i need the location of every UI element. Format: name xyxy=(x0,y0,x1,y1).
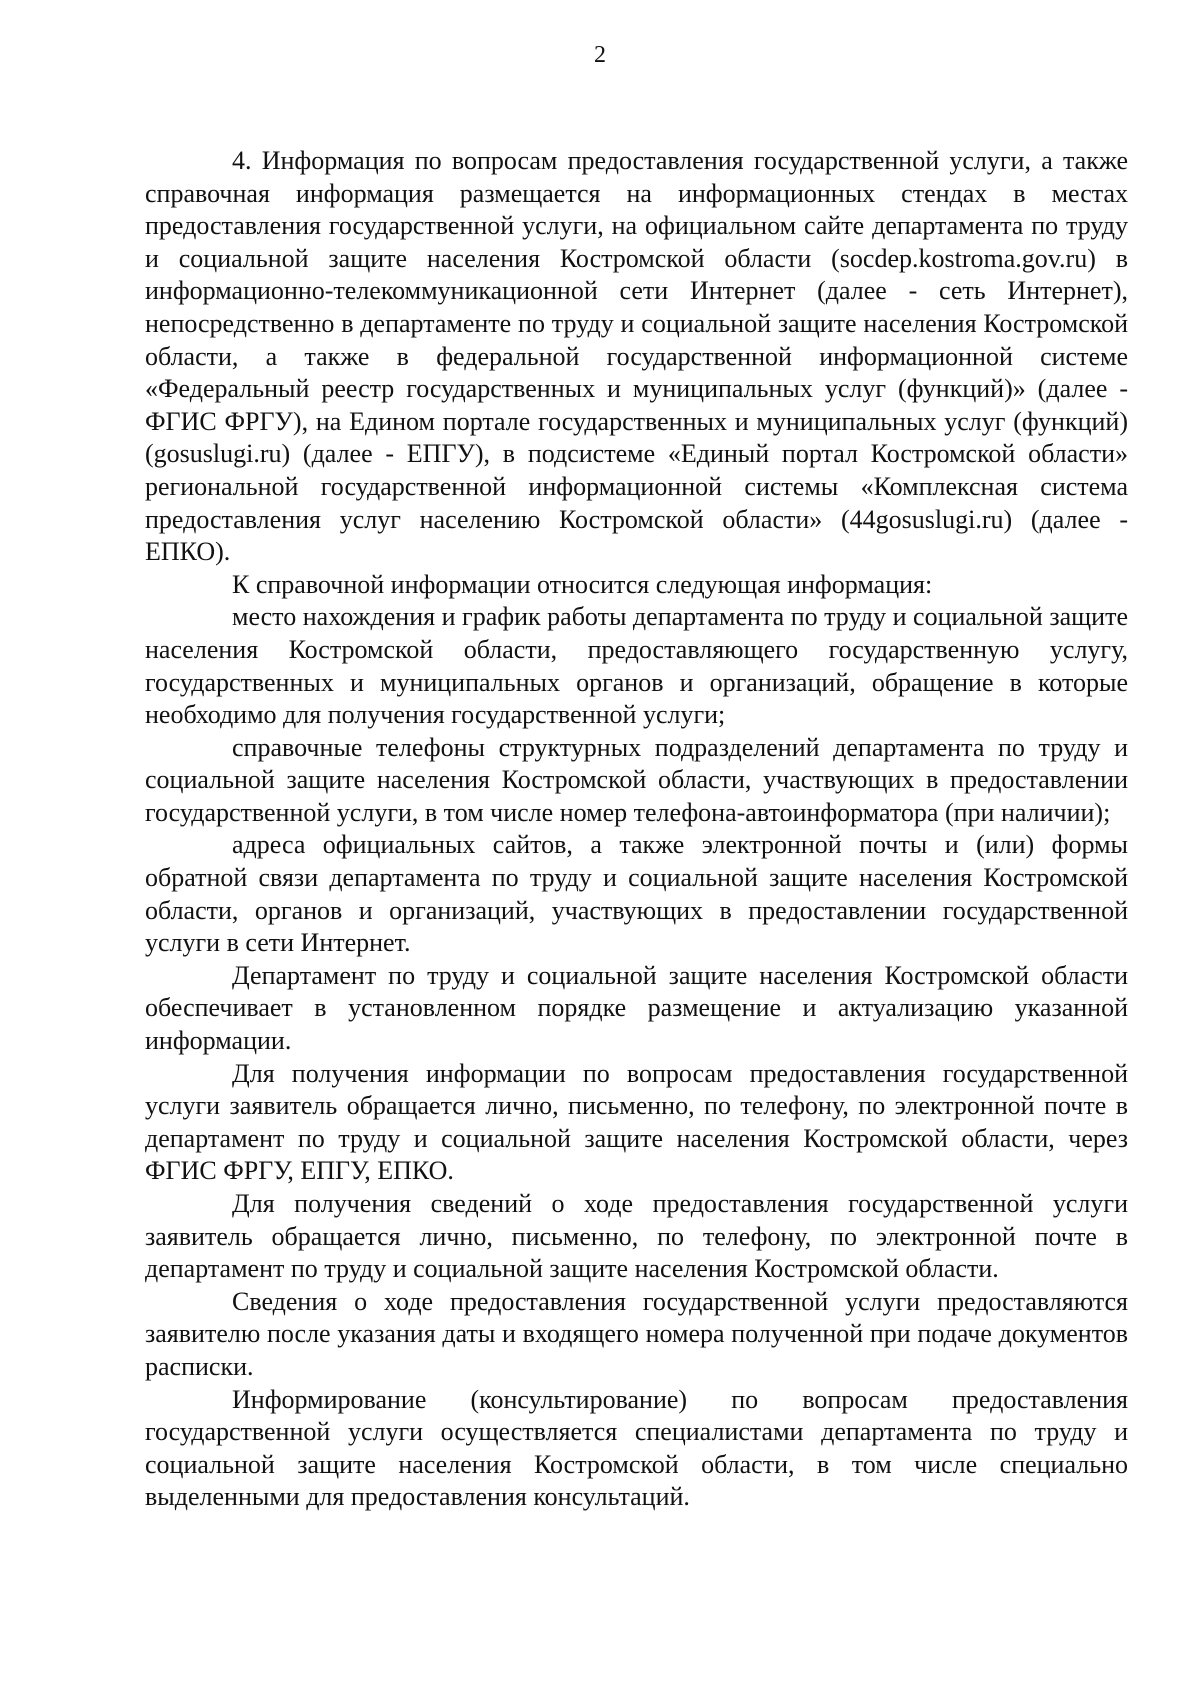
paragraph-department-ensures: Департамент по труду и социальной защите населения Костромской области обеспечивает в установленном порядке размещение и актуализацию указанной информации. xyxy=(145,960,1128,1056)
paragraph-consulting: Информирование (консультирование) по вопросам предоставления государственной услуги осуществляется специалистами департамента по труду и социальной защите населения Костромской области, в том числе специально выделенными для предоставления консультаций. xyxy=(145,1384,1128,1512)
document-body xyxy=(145,145,1128,1514)
paragraph-information-placement: 4. Информация по вопросам предоставления государственной услуги, а также справочная информация размещается на информационных стендах в местах предоставления государственной услуги, на официальном сайте департамента по труду и социальной защите населения Костромской области (socdep.kostroma.gov.ru) в информационно-телекоммуникационной сети Интернет (далее - сеть Интернет), непосредственно в департаменте по труду и социальной защите населения Костромской области, а также в федеральной государственной информационной системе «Федеральный реестр государственных и муниципальных услуг (функций)» (далее - ФГИС ФРГУ), на Едином портале государственных и муниципальных услуг (функций) (gosuslugi.ru) (далее - ЕПГУ), в подсистеме «Единый портал Костромской области» региональной государственной информационной системы «Комплексная система предоставления услуг населению Костромской области» (44gosuslugi.ru) (далее - ЕПКО). xyxy=(145,146,1128,567)
page-number: 2 xyxy=(594,42,606,68)
paragraph-obtaining-information: Для получения информации по вопросам предоставления государственной услуги заявитель обращается лично, письменно, по телефону, по электронной почте в департамент по труду и социальной защите населения Костромской области, через ФГИС ФРГУ, ЕПГУ, ЕПКО. xyxy=(145,1058,1128,1186)
paragraph-website-addresses: адреса официальных сайтов, а также электронной почты и (или) формы обратной связи департамента по труду и социальной защите населения Костромской области, органов и организаций, участвующих в предоставлении государственной услуги в сети Интернет. xyxy=(145,830,1128,958)
paragraph-reference-phones: справочные телефоны структурных подразделений департамента по труду и социальной защите населения Костромской области, участвующих в предоставлении государственной услуги, в том числе номер телефона-автоинформатора (при наличии); xyxy=(145,732,1128,827)
paragraph-progress-details: Сведения о ходе предоставления государственной услуги предоставляются заявителю после указания даты и входящего номера полученной при подаче документов расписки. xyxy=(145,1286,1128,1381)
paragraph-progress-information: Для получения сведений о ходе предоставления государственной услуги заявитель обращается лично, письменно, по телефону, по электронной почте в департамент по труду и социальной защите населения Костромской области. xyxy=(145,1189,1128,1284)
paragraph-reference-info-intro: К справочной информации относится следующая информация: xyxy=(232,569,933,599)
paragraph-location-schedule: место нахождения и график работы департамента по труду и социальной защите населения Костромской области, предоставляющего государственную услугу, государственных и муниципальных органов и организаций, обращение в которые необходимо для получения государственной услуги; xyxy=(145,602,1128,730)
